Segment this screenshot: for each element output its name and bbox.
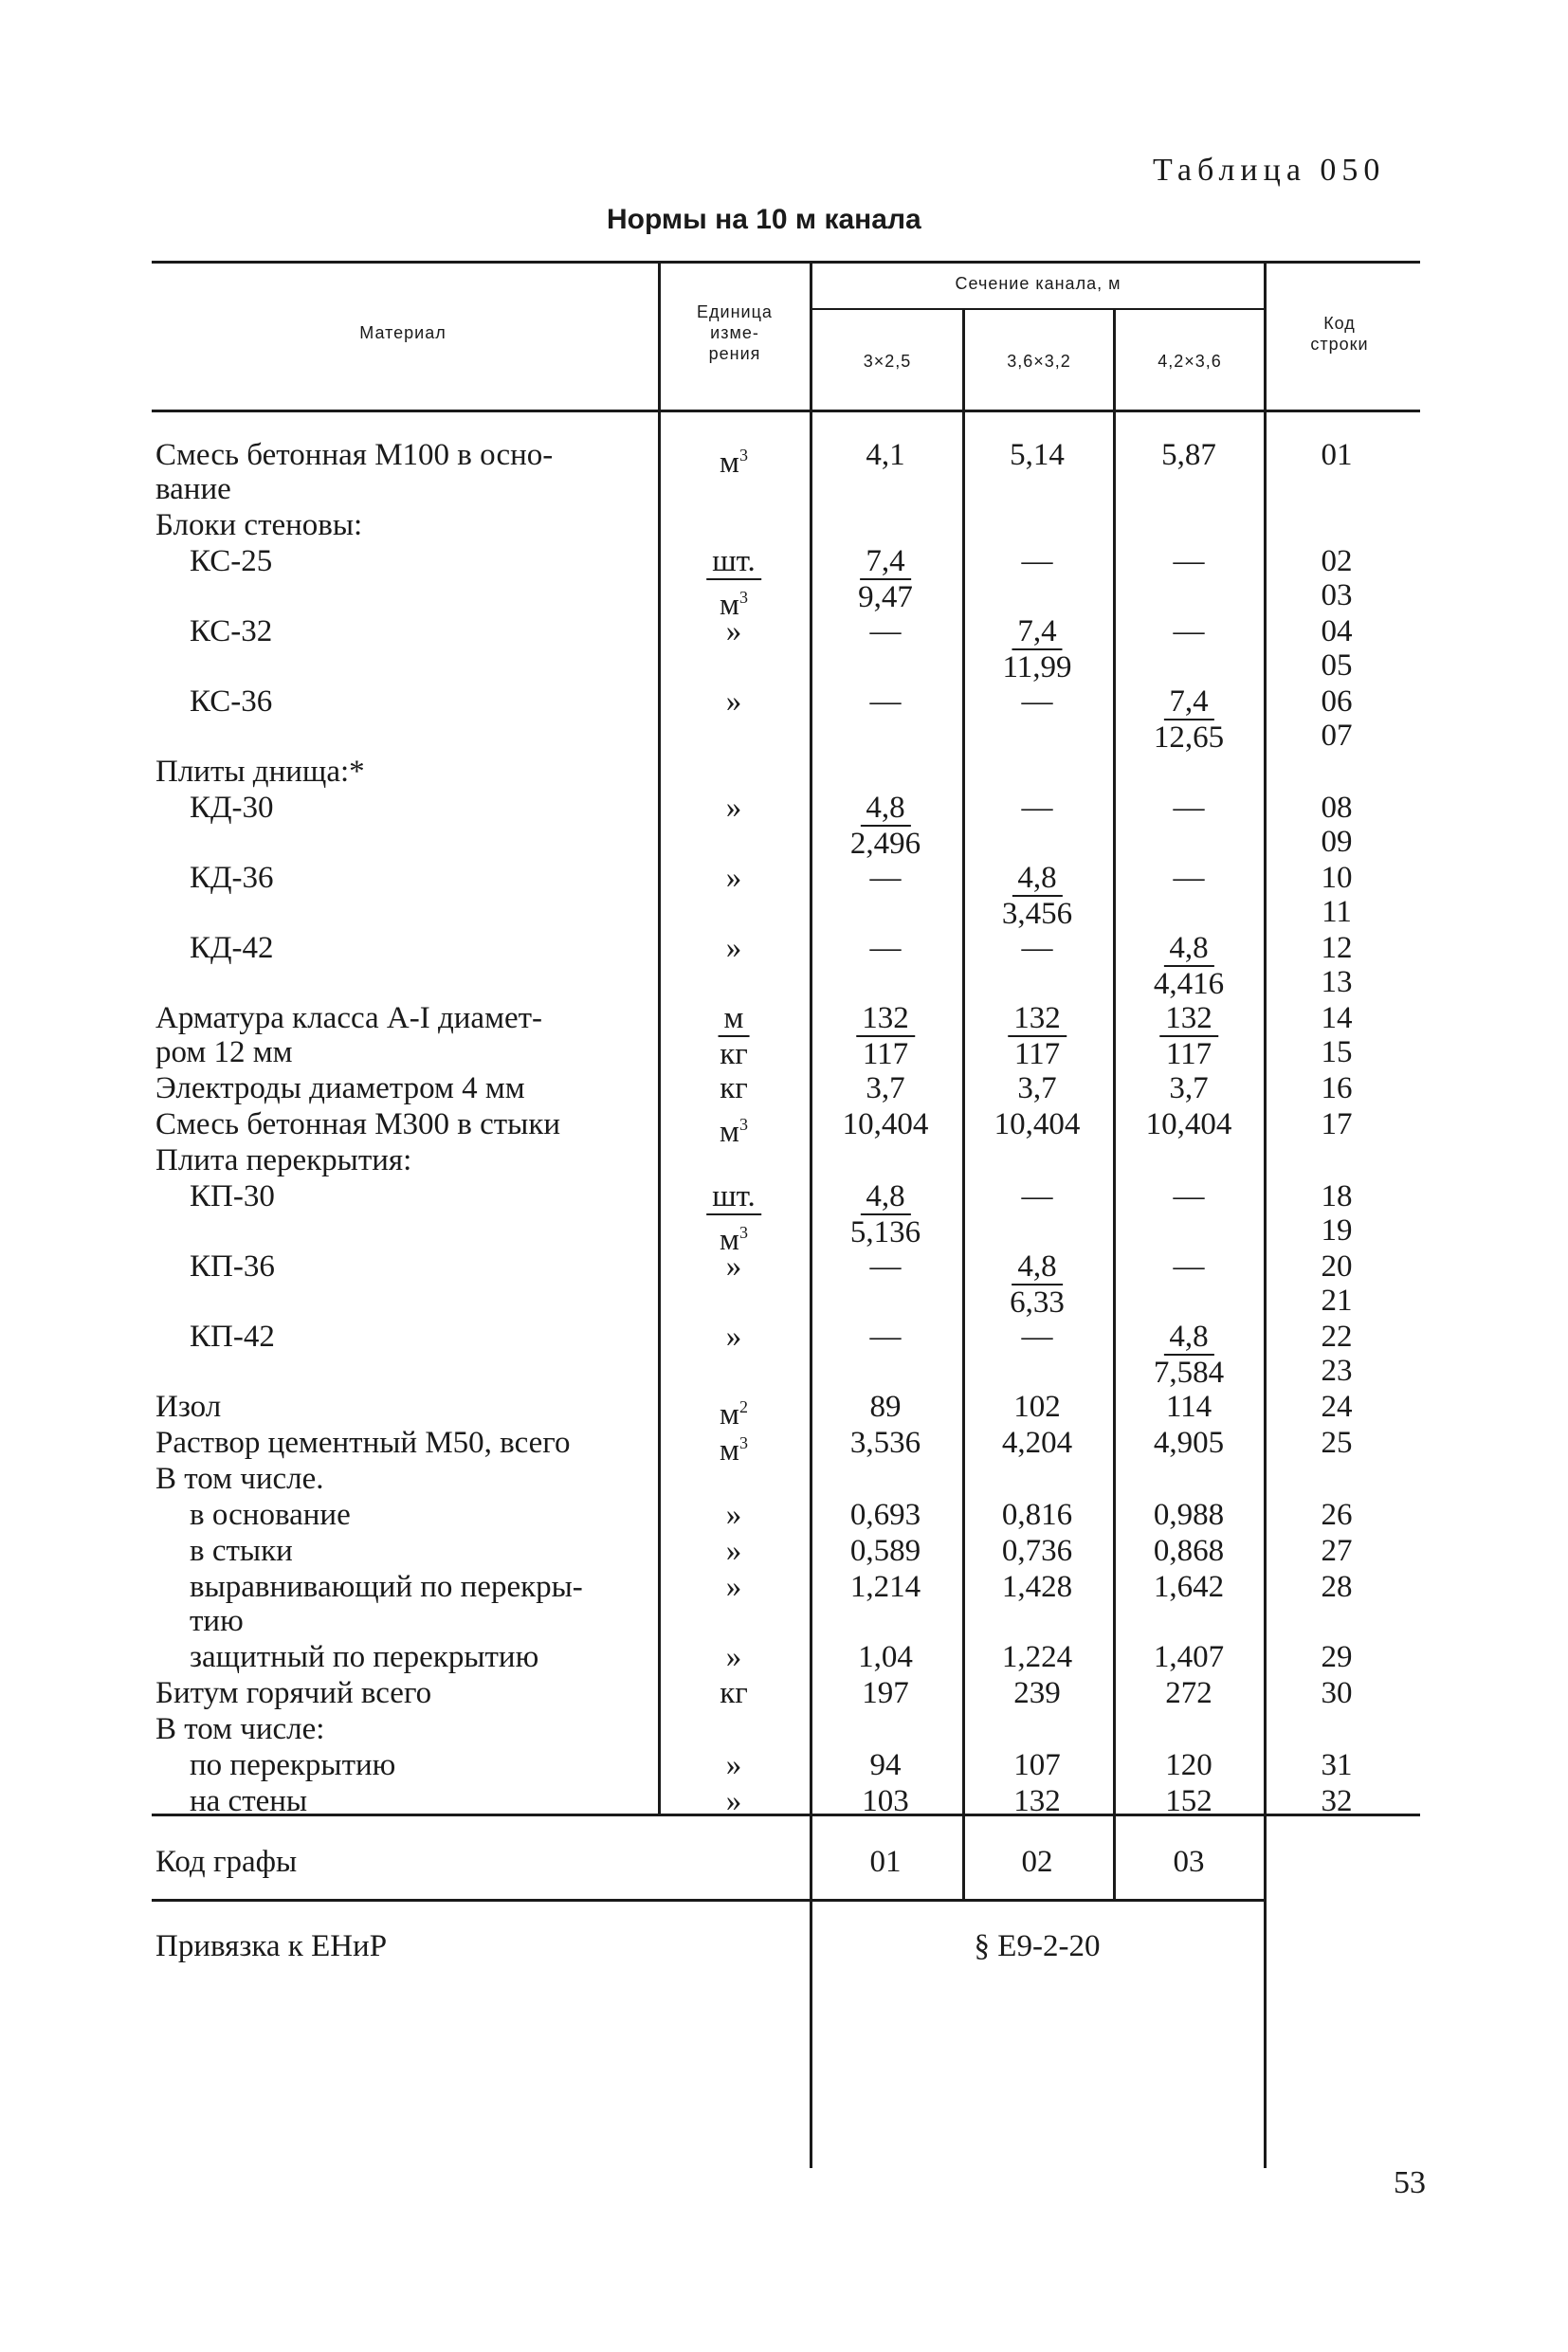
value-cell: 4,905: [1153, 1426, 1225, 1460]
row-code: 06: [1321, 684, 1353, 719]
value-cell: —: [869, 684, 902, 719]
value-cell: 0,589: [849, 1534, 921, 1568]
value-cell: 1,224: [1001, 1640, 1073, 1674]
unit-cell: $м^3$: [720, 1115, 748, 1149]
unit-cell: »: [725, 684, 742, 719]
value-cell: 103: [862, 1784, 909, 1818]
material-name: В том числе:: [155, 1712, 325, 1746]
unit-cell: »: [725, 931, 742, 965]
graph-code-3: 03: [1173, 1845, 1205, 1879]
value-cell: —: [869, 1249, 902, 1284]
row-code: 23: [1321, 1354, 1353, 1388]
row-code: 26: [1321, 1498, 1353, 1532]
unit-cell: »: [725, 1570, 742, 1604]
material-name: в стыки: [190, 1534, 293, 1568]
material-name: Изол: [155, 1390, 222, 1424]
row-code: 13: [1321, 965, 1353, 999]
value-fraction: $\frac{132}{117}$: [1008, 1001, 1067, 1071]
value-cell: —: [1173, 1179, 1205, 1213]
row-code: 16: [1321, 1071, 1353, 1105]
value-cell: 0,816: [1001, 1498, 1073, 1532]
material-name: Смесь бетонная М300 в стыки: [155, 1107, 561, 1141]
unit-cell: »: [725, 1249, 742, 1284]
row-code: 28: [1321, 1570, 1353, 1604]
value-cell: —: [1021, 684, 1053, 719]
row-code: 31: [1321, 1748, 1353, 1782]
row-code: 29: [1321, 1640, 1353, 1674]
table-label: Таблица 050: [1153, 153, 1386, 188]
graph-code-2: 02: [1021, 1845, 1053, 1879]
material-name: Блоки стеновы:: [155, 508, 363, 542]
row-code: 19: [1321, 1213, 1353, 1248]
header-unit: Единица изме- рения: [697, 302, 773, 363]
material-name: КП-30: [190, 1179, 275, 1213]
row-code: 18: [1321, 1179, 1353, 1213]
row-code: 22: [1321, 1320, 1353, 1354]
unit-cell: кг: [720, 1676, 748, 1710]
value-cell: —: [869, 861, 902, 895]
material-name: КД-42: [190, 931, 274, 965]
value-fraction: $\frac{4,8}{5,136}$: [849, 1179, 921, 1249]
value-cell: 239: [1013, 1676, 1061, 1710]
row-code: 07: [1321, 719, 1353, 753]
value-cell: —: [869, 614, 902, 648]
value-cell: 1,214: [849, 1570, 921, 1604]
unit-fraction: шт. $м^3$: [706, 1179, 761, 1257]
value-fraction: $\frac{4,8}{2,496}$: [849, 791, 921, 861]
header-material: Материал: [359, 323, 447, 342]
value-cell: —: [1173, 614, 1205, 648]
value-cell: 3,536: [849, 1426, 921, 1460]
row-code: 08: [1321, 791, 1353, 825]
material-name: Электроды диаметром 4 мм: [155, 1071, 525, 1105]
value-cell: 0,988: [1153, 1498, 1225, 1532]
material-name: КД-30: [190, 791, 274, 825]
header-code: Код строки: [1310, 314, 1369, 354]
unit-cell: $м^3$: [720, 1433, 748, 1468]
material-name: В том числе.: [155, 1462, 324, 1496]
material-name: КС-32: [190, 614, 273, 648]
value-cell: 3,7: [866, 1071, 905, 1105]
graph-code-1: 01: [869, 1845, 902, 1879]
material-name: КС-36: [190, 684, 273, 719]
value-fraction: $\frac{132}{117}$: [856, 1001, 915, 1071]
value-cell: 1,642: [1153, 1570, 1225, 1604]
value-cell: 10,404: [1145, 1107, 1232, 1141]
value-fraction: $\frac{7,4}{12,65}$: [1153, 684, 1225, 755]
row-code: 32: [1321, 1784, 1353, 1818]
value-fraction: $\frac{7,4}{9,47}$: [858, 544, 913, 614]
value-cell: 4,204: [1001, 1426, 1073, 1460]
material-name: тию: [190, 1604, 244, 1638]
unit-cell: »: [725, 1534, 742, 1568]
material-name: КД-36: [190, 861, 274, 895]
unit-cell: $м^2$: [720, 1397, 748, 1431]
table-caption: Нормы на 10 м канала: [607, 204, 921, 235]
row-code: 11: [1322, 895, 1352, 929]
value-cell: 10,404: [842, 1107, 929, 1141]
value-cell: —: [1173, 861, 1205, 895]
header-col1: 3×2,5: [863, 352, 912, 371]
value-cell: —: [869, 1320, 902, 1354]
value-cell: —: [1173, 1249, 1205, 1284]
value-cell: 1,428: [1001, 1570, 1073, 1604]
material-name: КС-25: [190, 544, 273, 578]
value-cell: 94: [869, 1748, 902, 1782]
value-cell: 1,407: [1153, 1640, 1225, 1674]
unit-fraction: шт. $м^3$: [706, 544, 761, 622]
unit-cell: »: [725, 1320, 742, 1354]
value-cell: —: [869, 931, 902, 965]
unit-cell: »: [725, 1640, 742, 1674]
page-number: 53: [1394, 2165, 1426, 2200]
row-code: 12: [1321, 931, 1353, 965]
row-code: 10: [1321, 861, 1353, 895]
value-cell: 132: [1013, 1784, 1061, 1818]
row-code: 03: [1321, 578, 1353, 612]
value-cell: 0,693: [849, 1498, 921, 1532]
value-fraction: $\frac{4,8}{6,33}$: [1010, 1249, 1065, 1320]
value-cell: 114: [1165, 1390, 1212, 1424]
value-cell: —: [1021, 544, 1053, 578]
material-name: вание: [155, 472, 231, 506]
value-cell: 10,404: [994, 1107, 1081, 1141]
value-cell: 5,87: [1161, 438, 1216, 472]
value-cell: 152: [1165, 1784, 1212, 1818]
unit-cell: »: [725, 1748, 742, 1782]
value-cell: 0,736: [1001, 1534, 1073, 1568]
material-name: выравнивающий по перекры-: [190, 1570, 583, 1604]
value-fraction: $\frac{4,8}{3,456}$: [1001, 861, 1073, 931]
value-fraction: $\frac{4,8}{7,584}$: [1153, 1320, 1225, 1390]
value-cell: 4,1: [866, 438, 905, 472]
header-section: Сечение канала, м: [955, 274, 1121, 293]
value-cell: —: [1173, 544, 1205, 578]
value-cell: —: [1173, 791, 1205, 825]
unit-cell: »: [725, 1498, 742, 1532]
row-code: 05: [1321, 648, 1353, 683]
material-name: Арматура класса А-I диамет-: [155, 1001, 543, 1035]
value-fraction: $\frac{132}{117}$: [1159, 1001, 1218, 1071]
material-name: Смесь бетонная М100 в осно-: [155, 438, 554, 472]
material-name: на стены: [190, 1784, 308, 1818]
row-code: 21: [1321, 1284, 1353, 1318]
graph-code-label: Код графы: [155, 1845, 298, 1879]
value-cell: 272: [1165, 1676, 1212, 1710]
value-cell: 5,14: [1010, 438, 1065, 472]
row-code: 25: [1321, 1426, 1353, 1460]
header-col2: 3,6×3,2: [1007, 352, 1071, 371]
row-code: 09: [1321, 825, 1353, 859]
value-fraction: $\frac{4,8}{4,416}$: [1153, 931, 1225, 1001]
material-name: Раствор цементный М50, всего: [155, 1426, 571, 1460]
value-cell: —: [1021, 931, 1053, 965]
unit-cell: »: [725, 1784, 742, 1818]
material-name: КП-42: [190, 1320, 275, 1354]
value-cell: 3,7: [1017, 1071, 1057, 1105]
value-cell: —: [1021, 1179, 1053, 1213]
row-code: 20: [1321, 1249, 1353, 1284]
row-code: 17: [1321, 1107, 1353, 1141]
row-code: 30: [1321, 1676, 1353, 1710]
row-code: 15: [1321, 1035, 1353, 1069]
value-cell: 89: [869, 1390, 902, 1424]
row-code: 02: [1321, 544, 1353, 578]
enir-value: § Е9-2-20: [974, 1929, 1101, 1963]
material-name: ром 12 мм: [155, 1035, 293, 1069]
material-name: по перекрытию: [190, 1748, 396, 1782]
material-name: Плита перекрытия:: [155, 1143, 412, 1177]
enir-label: Привязка к ЕНиР: [155, 1929, 388, 1963]
unit-cell: $м^3$: [720, 446, 748, 480]
value-cell: 1,04: [858, 1640, 913, 1674]
material-name: КП-36: [190, 1249, 275, 1284]
value-cell: 197: [862, 1676, 909, 1710]
row-code: 27: [1321, 1534, 1353, 1568]
material-name: Плиты днища:*: [155, 755, 365, 789]
unit-cell: »: [725, 614, 742, 648]
row-code: 01: [1321, 438, 1353, 472]
row-code: 04: [1321, 614, 1353, 648]
value-cell: 107: [1013, 1748, 1061, 1782]
material-name: защитный по перекрытию: [190, 1640, 539, 1674]
unit-cell: »: [725, 791, 742, 825]
value-cell: 3,7: [1169, 1071, 1209, 1105]
value-fraction: $\frac{7,4}{11,99}$: [1002, 614, 1072, 684]
row-code: 24: [1321, 1390, 1353, 1424]
value-cell: 0,868: [1153, 1534, 1225, 1568]
unit-fraction: м кг: [720, 1001, 748, 1071]
material-name: в основание: [190, 1498, 351, 1532]
value-cell: —: [1021, 1320, 1053, 1354]
value-cell: 120: [1165, 1748, 1212, 1782]
material-name: Битум горячий всего: [155, 1676, 432, 1710]
unit-cell: кг: [720, 1071, 748, 1105]
unit-cell: »: [725, 861, 742, 895]
value-cell: 102: [1013, 1390, 1061, 1424]
value-cell: —: [1021, 791, 1053, 825]
header-col3: 4,2×3,6: [1158, 352, 1222, 371]
row-code: 14: [1321, 1001, 1353, 1035]
